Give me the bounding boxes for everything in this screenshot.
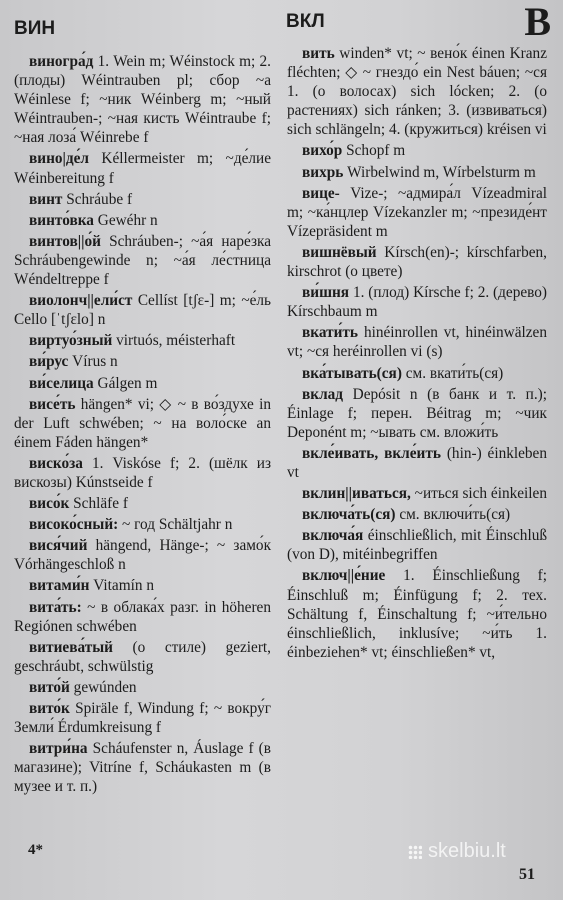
dictionary-entry	[14, 149, 271, 187]
entry-headword: вихрь	[302, 163, 344, 181]
entry-headword: вито́к	[29, 700, 70, 717]
entry-definition: gewúnden	[69, 678, 137, 696]
entry-headword: вице-	[302, 184, 340, 202]
entry-headword: вися́чий	[29, 537, 88, 555]
entry-headword: ви́рус	[29, 353, 69, 371]
page-number: 51	[519, 866, 535, 883]
entry-headword: виногра́д	[29, 53, 94, 70]
dictionary-entry	[287, 184, 547, 241]
entry-definition: Scháufenster n, Áuslage f (в магазине); Vitríne f, Scháukasten m (в музее и т. п.)	[14, 740, 271, 796]
entry-headword: вклад	[302, 385, 344, 403]
entry-headword: висо́к	[29, 495, 70, 513]
entry-definition: hängen* vi; ◇ ~ в во́здухе in der Luft schwében; ~ на воло́ске an éinem Fáden hängen*	[14, 395, 271, 451]
dictionary-entry	[287, 163, 547, 182]
dictionary-entry	[14, 598, 271, 636]
entry-definition: Depósit n (в банк и т. п.); Éinlage f; перен. Béitrag m; ~чик Deponént m; ~ывать см. вложи́ть	[287, 385, 547, 441]
entry-headword: ви́шня	[302, 284, 350, 302]
entry-headword: ви́селица	[29, 374, 94, 392]
dictionary-entry	[14, 494, 271, 513]
dictionary-entry	[14, 638, 271, 676]
entry-headword: винто́вка	[29, 211, 94, 229]
dictionary-entry	[14, 739, 271, 796]
entry-headword: витиева́тый	[29, 638, 113, 656]
entry-definition: Schráuben-; ~а́я наре́зка Schráubengewinde n; ~а́я ле́стница Wéndeltreppe f	[14, 232, 271, 289]
dictionary-entry	[287, 385, 547, 442]
entry-definition: Schopf m	[342, 142, 406, 160]
entry-definition: (о стиле) geziert, geschráubt, schwülstig	[14, 638, 271, 675]
dictionary-entry	[287, 444, 547, 482]
dictionary-entry	[14, 291, 271, 329]
entry-definition: hängend, Hänge-; ~ замо́к Vórhängeschloß n	[14, 537, 271, 574]
entry-headword: витами́н	[29, 577, 90, 595]
right-column	[287, 44, 547, 664]
entry-definition: 1. Wein m; Wéinstock m; 2. (плоды) Wéintrauben pl; сбор ~а Wéinlese f; ~ник Wéinberg m; ~ный Wéintrauben-; ~ная кисть Wéintraube f; ~ная лоза́ Wéinrebe f	[14, 53, 271, 147]
entry-definition: 1. (плод) Kírsche f; 2. (дерево) Kírschbaum m	[287, 284, 547, 321]
dictionary-entry	[14, 395, 271, 452]
dictionary-entry	[14, 678, 271, 697]
dictionary-entry	[14, 374, 271, 393]
entry-headword: вка́тывать(ся)	[302, 364, 402, 382]
entry-definition: ~ в облака́х разг. in höheren Regiónen schwében	[14, 598, 271, 635]
entry-headword: включа́я	[302, 527, 364, 545]
entry-headword: виско́за	[29, 454, 83, 472]
entry-definition: Gewéhr n	[93, 211, 158, 229]
entry-headword: вкле́ивать, вкле́ить	[302, 444, 441, 462]
signature-mark: 4*	[28, 842, 43, 858]
dictionary-entry	[14, 699, 271, 737]
watermark-logo-icon	[408, 845, 422, 859]
entry-headword: виолонч||ели́ст	[29, 292, 133, 310]
dictionary-entry	[14, 576, 271, 595]
entry-definition: Vírus n	[68, 353, 118, 371]
entry-definition: éinschließlich, mit Éinschluß (von D), mitéinbegriffen	[287, 527, 547, 564]
entry-definition: (hin-) éinkleben vt	[287, 444, 547, 481]
entry-definition: Kéllermeister m; ~де́лие Wéinbereitung f	[14, 150, 271, 187]
entry-headword: включа́ть(ся)	[302, 506, 396, 524]
dictionary-entry	[287, 243, 547, 281]
entry-definition: virtuós, méisterhaft	[112, 332, 236, 350]
entry-definition: Kírsch(en)-; kírschfarben, kirschrot (о цвете)	[287, 243, 547, 281]
dictionary-entry	[14, 211, 271, 230]
entry-headword: вино|де́л	[29, 150, 90, 168]
running-head-left: ВИН	[14, 18, 56, 39]
entry-definition: Schráube f	[62, 190, 133, 208]
entry-definition: ~ год Schältjahr n	[118, 516, 233, 534]
entry-definition: Cellíst [tʃɛ-] m; ~е́ль Cello [ˈtʃɛlo] n	[14, 292, 271, 329]
dictionary-entry	[14, 232, 271, 289]
entry-headword: вишнёвый	[302, 243, 377, 261]
dictionary-entry	[14, 52, 271, 147]
dictionary-entry	[14, 515, 271, 534]
dictionary-entry	[287, 526, 547, 564]
dictionary-entry	[287, 566, 547, 661]
entry-definition: hinéinrollen vt, hinéinwälzen vt; ~ся heréinrollen vi (s)	[287, 324, 547, 361]
entry-definition: см. вкати́ть(ся)	[401, 364, 504, 382]
entry-headword: вихо́р	[302, 142, 343, 160]
entry-headword: вито́й	[29, 678, 70, 696]
dictionary-entry	[287, 505, 547, 524]
dictionary-entry	[287, 283, 547, 321]
section-letter: В	[524, 0, 551, 44]
dictionary-entry	[14, 352, 271, 371]
dictionary-entry	[14, 454, 271, 492]
entry-definition: 1. Viskóse f; 2. (шёлк из вискозы) Kúnstseide f	[14, 454, 271, 491]
entry-headword: вкати́ть	[302, 324, 359, 342]
dictionary-entry	[287, 323, 547, 361]
entry-headword: висе́ть	[29, 395, 76, 413]
entry-headword: вить	[302, 45, 335, 62]
entry-definition: Spiräle f, Windung f; ~ вокру́г Земли́ Érdumkreisung f	[14, 700, 271, 737]
entry-headword: вклин||иваться,	[302, 485, 411, 503]
dictionary-entry	[287, 484, 547, 503]
watermark	[408, 840, 506, 863]
dictionary-entry	[14, 190, 271, 209]
entry-definition: Vize-; ~адмира́л Vízeadmiral m; ~ка́нцлер Vízekanzler m; ~президе́нт Vízepräsident m	[287, 184, 547, 240]
entry-headword: витри́на	[29, 740, 88, 758]
dictionary-entry	[14, 331, 271, 350]
entry-definition: Wirbelwind m, Wírbelsturm m	[343, 163, 536, 181]
watermark-text: skelbiu.lt	[428, 840, 506, 862]
left-column	[14, 52, 271, 798]
dictionary-entry	[287, 141, 547, 160]
entry-headword: винт	[29, 190, 63, 208]
entry-headword: вита́ть:	[29, 598, 82, 616]
entry-definition: winden* vt; ~ вено́к éinen Kranz fléchten; ◇ ~ гнездо́ ein Nest báuen; ~ся 1. (о волосах) sich lócken; 2. (о растениях) sich ránken; 3. (извиваться) sich schlängeln; 4. (кружиться) kréisen vi	[287, 45, 547, 139]
dictionary-entry	[287, 364, 547, 383]
entry-definition: Vitamín n	[89, 577, 154, 595]
entry-definition: ~иться sich éinkeilen	[410, 485, 547, 503]
entry-headword: винтов||о́й	[29, 232, 101, 250]
entry-headword: включ||е́ние	[302, 567, 386, 585]
entry-definition: Schläfe f	[69, 495, 128, 513]
entry-definition: см. включи́ть(ся)	[395, 506, 511, 524]
dictionary-entry	[287, 44, 547, 139]
entry-definition: 1. Éinschließung f; Éinschluß m; Éinfügung f; 2. тех. Schältung f, Éinschaltung f; ~и́тельно éinschließlich, inklusíve; ~и́ть 1. éinbeziehen* vt; éinschließen* vt,	[287, 567, 547, 661]
dictionary-entry	[14, 536, 271, 574]
entry-headword: високо́сный:	[29, 516, 119, 534]
entry-definition: Gálgen m	[93, 374, 158, 392]
entry-headword: виртуо́зный	[29, 332, 113, 350]
running-head-right: ВКЛ	[286, 11, 325, 32]
